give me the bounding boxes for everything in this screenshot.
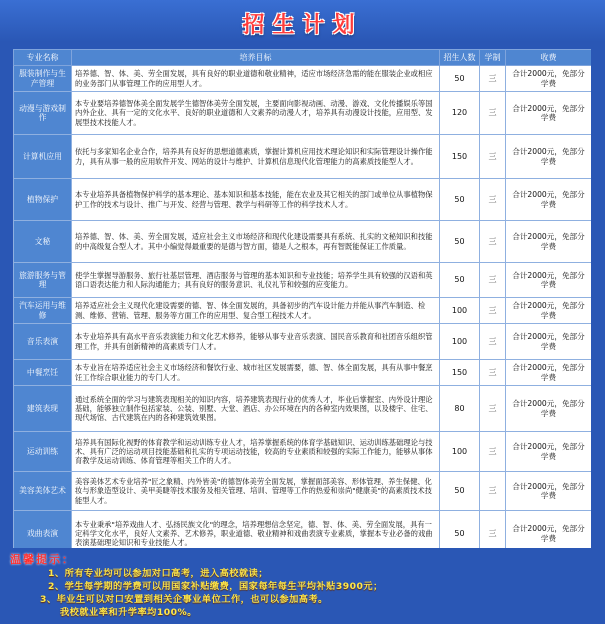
major-cell: 服装制作与生产管理 (14, 66, 72, 92)
years-cell: 三 (480, 432, 506, 472)
goal-cell: 本专业旨在培养适应社会主义市场经济和餐饮行业、城市社区发展需要，德、智、体全面发展，具有从事中餐烹饪工作综合职业能力的专门人才。 (72, 360, 440, 386)
years-cell: 三 (480, 360, 506, 386)
major-cell: 汽车运用与维修 (14, 298, 72, 324)
header-goal: 培养目标 (72, 50, 440, 66)
major-cell: 建筑表现 (14, 386, 72, 432)
years-cell: 三 (480, 179, 506, 221)
major-cell: 计算机应用 (14, 135, 72, 179)
years-cell: 三 (480, 92, 506, 135)
count-cell: 50 (440, 263, 480, 298)
goal-cell: 培养德、智、体、美、劳全面发展，适应社会主义市场经济和现代化建设需要具有系统、扎实的文秘知识和技能的中高级复合型人才。其中小编觉得最重要的是德与智方面，德是人之根本，再有智既能保证工作质量。 (72, 221, 440, 263)
goal-cell: 本专业秉承"培养戏曲人才、弘扬民族文化"的理念，培养理想信念坚定，德、智、体、美、劳全面发展，具有一定科学文化水平，良好人文素养、艺术修养，职业道德、敬业精神和戏曲表演专业素质，掌握本专业必备的戏曲表演基础理论知识和专业技能人才。 (72, 511, 440, 549)
major-cell: 美容美体艺术 (14, 472, 72, 511)
table-row (14, 263, 592, 298)
years-cell: 三 (480, 324, 506, 360)
goal-cell: 依托与多家知名企业合作，培养具有良好的思想道德素质，掌握计算机应用技术理论知识和实际管理设计操作能力，具有从事一般的应用软件开发、网站的设计与维护、计算机信息现代化管理能力的高素质技能型人才。 (72, 135, 440, 179)
table-row (14, 135, 592, 179)
years-cell: 三 (480, 221, 506, 263)
tips-section (10, 551, 600, 623)
major-cell: 戏曲表演 (14, 511, 72, 549)
enrollment-table-container (13, 49, 591, 548)
tips-title: 温馨提示： (10, 553, 75, 566)
goal-cell: 本专业培养具有高水平音乐表演能力和文化艺术修养，能够从事专业音乐表演、国民音乐教育和社团音乐组织管理工作，并具有创新精神的高素质专门人才。 (72, 324, 440, 360)
table-row (14, 66, 592, 92)
fee-cell: 合计2000元，免部分学费 (506, 92, 592, 135)
table-row (14, 511, 592, 549)
fee-cell: 合计2000元，免部分学费 (506, 221, 592, 263)
count-cell: 150 (440, 360, 480, 386)
years-cell: 三 (480, 66, 506, 92)
years-cell: 三 (480, 511, 506, 549)
major-cell: 动漫与游戏制作 (14, 92, 72, 135)
goal-cell: 培养适应社会主义现代化建设需要的德、智、体全面发展的，具备初步的汽车设计能力并能从事汽车制造、检测、维修、营销、管理、服务等方面工作的应用型、复合型工程技术人才。 (72, 298, 440, 324)
fee-cell: 合计2000元，免部分学费 (506, 298, 592, 324)
count-cell: 100 (440, 432, 480, 472)
count-cell: 50 (440, 511, 480, 549)
count-cell: 50 (440, 179, 480, 221)
years-cell: 三 (480, 263, 506, 298)
years-cell: 三 (480, 298, 506, 324)
table-row (14, 324, 592, 360)
table-row (14, 360, 592, 386)
count-cell: 150 (440, 135, 480, 179)
goal-cell: 培养德、智、体、美、劳全面发展，具有良好的职业道德和敬业精神，适应市场经济急需的能在服装企业或相应的业务部门从事管理工作的应用型人才。 (72, 66, 440, 92)
tip-item: 1、所有专业均可以参加对口高考，进入高校就读； (48, 568, 269, 579)
major-cell: 旅游服务与管理 (14, 263, 72, 298)
goal-cell: 使学生掌握导游服务、旅行社基层管理、酒店服务与管理的基本知识和专业技能；培养学生具有较强的汉语和英语口语表达能力和人际沟通能力；具有良好的服务意识、礼仪礼节和较强的应变能力。 (72, 263, 440, 298)
goal-cell: 本专业培养具备植物保护科学的基本理论、基本知识和基本技能，能在农业及其它相关的部门或单位从事植物保护工作的技术与设计、推广与开发、经营与管理、教学与科研等工作的科学技术人才。 (72, 179, 440, 221)
years-cell: 三 (480, 386, 506, 432)
count-cell: 50 (440, 221, 480, 263)
fee-cell: 合计2000元，免部分学费 (506, 324, 592, 360)
years-cell: 三 (480, 135, 506, 179)
table-row (14, 92, 592, 135)
count-cell: 100 (440, 324, 480, 360)
table-row (14, 298, 592, 324)
major-cell: 中餐烹饪 (14, 360, 72, 386)
header-count: 招生人数 (440, 50, 480, 66)
major-cell: 运动训练 (14, 432, 72, 472)
count-cell: 100 (440, 298, 480, 324)
table-row (14, 432, 592, 472)
goal-cell: 培养具有国际化视野的体育教学和运动训练专业人才，培养掌握系统的体育学基础知识、运动训练基础理论与技术、具有广泛的运动项目技能基础和扎实的专项运动技能，较高的专业素质和较强的实际工作能力，能够从事体育教学及运动训练、体育管理等相关工作的人才。 (72, 432, 440, 472)
tip-item: 2、学生每学期的学费可以用国家补贴缴费，国家每年每生平均补贴3900元； (48, 581, 383, 592)
header-major: 专业名称 (14, 50, 72, 66)
fee-cell: 合计2000元，免部分学费 (506, 263, 592, 298)
header-fee: 收费 (506, 50, 592, 66)
page-title: 招生计划 (242, 12, 363, 38)
fee-cell: 合计2000元，免部分学费 (506, 179, 592, 221)
major-cell: 植物保护 (14, 179, 72, 221)
fee-cell: 合计2000元，免部分学费 (506, 135, 592, 179)
count-cell: 80 (440, 386, 480, 432)
years-cell: 三 (480, 472, 506, 511)
enrollment-table (13, 49, 591, 548)
tip-item: 3、毕业生可以对口安置到相关企事业单位工作，也可以参加高考。 (40, 594, 328, 605)
count-cell: 50 (440, 472, 480, 511)
table-header-row (14, 50, 592, 66)
table-row (14, 386, 592, 432)
major-cell: 音乐表演 (14, 324, 72, 360)
count-cell: 120 (440, 92, 480, 135)
fee-cell: 合计2000元，免部分学费 (506, 386, 592, 432)
tip-item: 我校就业率和升学率均100%。 (60, 607, 197, 618)
goal-cell: 通过系统全面的学习与建筑表现相关的知识内容，培养建筑表现行业的优秀人才，毕业后掌握室、内外设计理论基础，能够独立制作包括家装、公装、别墅、大堂、酒店、办公环境在内的各种室内效果图，以及楼宇、住宅、现代场馆、古代建筑在内的各种建筑效果图。 (72, 386, 440, 432)
goal-cell: 本专业要培养德智体美全面发展学生德智体美劳全面发展，主要面向影视动画、动漫、游戏、文化传播娱乐等国内外企业、具有一定的文化水平、良好的职业道德和人文素养的动漫人才，培养具有动漫设计技能，应用型、发展型技术技能人才。 (72, 92, 440, 135)
table-row (14, 472, 592, 511)
count-cell: 50 (440, 66, 480, 92)
fee-cell: 合计2000元，免部分学费 (506, 66, 592, 92)
fee-cell: 合计2000元，免部分学费 (506, 472, 592, 511)
major-cell: 文秘 (14, 221, 72, 263)
goal-cell: 美容美体艺术专业培养"匠之象精、内外皆美"的德智体美劳全面发展，掌握面部美容、形体管理、养生保健、化妆与形象造型设计、美甲美睫等技术服务及相关管理、培训、管理等工作的热爱和崇尚"健康美"的高素质技术技能型人才。 (72, 472, 440, 511)
fee-cell: 合计2000元，免部分学费 (506, 432, 592, 472)
header-years: 学制 (480, 50, 506, 66)
fee-cell: 合计2000元，免部分学费 (506, 511, 592, 549)
table-row (14, 179, 592, 221)
fee-cell: 合计2000元，免部分学费 (506, 360, 592, 386)
table-row (14, 221, 592, 263)
